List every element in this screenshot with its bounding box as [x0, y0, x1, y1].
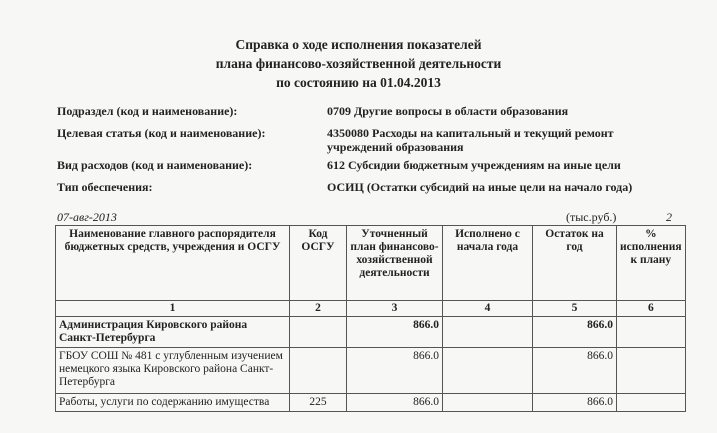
title-line-2: плана финансово-хозяйственной деятельности [215, 56, 502, 71]
row-name: Администрация Кировского района Санкт-Петербурга [56, 317, 290, 348]
report-date: 07-авг-2013 [57, 210, 117, 224]
page-number: 2 [666, 210, 672, 224]
row-code [290, 348, 347, 394]
column-header-plan: Уточненный план финансово-хозяйственной деятельности [347, 226, 443, 301]
units-label: (тыс.руб.) [566, 210, 617, 224]
column-header-name: Наименование главного распорядителя бюджетных средств, учреждения и ОСГУ [56, 226, 290, 301]
row-name: Работы, услуги по содержанию имущества [56, 394, 290, 412]
column-number: 4 [443, 301, 533, 317]
row-remainder: 866.0 [533, 317, 617, 348]
report-title [0, 35, 717, 92]
meta-value: 4350080 Расходы на капитальный и текущий ремонт учреждений образования [327, 126, 614, 154]
column-header-remainder: Остаток на год [533, 226, 617, 301]
column-number: 3 [347, 301, 443, 317]
column-header-executed: Исполнено с начала года [443, 226, 533, 301]
title-line-1: Справка о ходе исполнения показателей [235, 37, 482, 52]
execution-table [55, 225, 686, 412]
row-plan: 866.0 [347, 394, 443, 412]
row-code [290, 317, 347, 348]
row-plan: 866.0 [347, 348, 443, 394]
column-numbers-row [56, 301, 686, 317]
meta-label: Тип обеспечения: [57, 180, 153, 194]
table-row [56, 394, 686, 412]
column-number: 5 [533, 301, 617, 317]
column-number: 6 [617, 301, 686, 317]
title-line-3: по состоянию на 01.04.2013 [276, 75, 441, 90]
row-executed [443, 394, 533, 412]
meta-value: 612 Субсидии бюджетным учреждениям на иные цели [327, 158, 621, 172]
row-code: 225 [290, 394, 347, 412]
row-name: ГБОУ СОШ № 481 с углубленным изучением немецкого языка Кировского района Санкт-Петербурга [56, 348, 290, 394]
table-header-row [56, 226, 686, 301]
column-header-percent: % исполнения к плану [617, 226, 686, 301]
row-remainder: 866.0 [533, 348, 617, 394]
row-percent [617, 348, 686, 394]
row-percent [617, 394, 686, 412]
column-header-code: Код ОСГУ [290, 226, 347, 301]
meta-label: Вид расходов (код и наименование): [57, 158, 253, 172]
meta-label: Подраздел (код и наименование): [57, 104, 238, 118]
row-plan: 866.0 [347, 317, 443, 348]
meta-label: Целевая статья (код и наименование): [57, 126, 266, 140]
meta-value: 0709 Другие вопросы в области образования [327, 104, 569, 118]
table-row [56, 348, 686, 394]
row-percent [617, 317, 686, 348]
row-executed [443, 317, 533, 348]
table-row [56, 317, 686, 348]
column-number: 2 [290, 301, 347, 317]
row-executed [443, 348, 533, 394]
row-remainder: 866.0 [533, 394, 617, 412]
column-number: 1 [56, 301, 290, 317]
meta-value: ОСИЦ (Остатки субсидий на иные цели на начало года) [327, 180, 633, 194]
